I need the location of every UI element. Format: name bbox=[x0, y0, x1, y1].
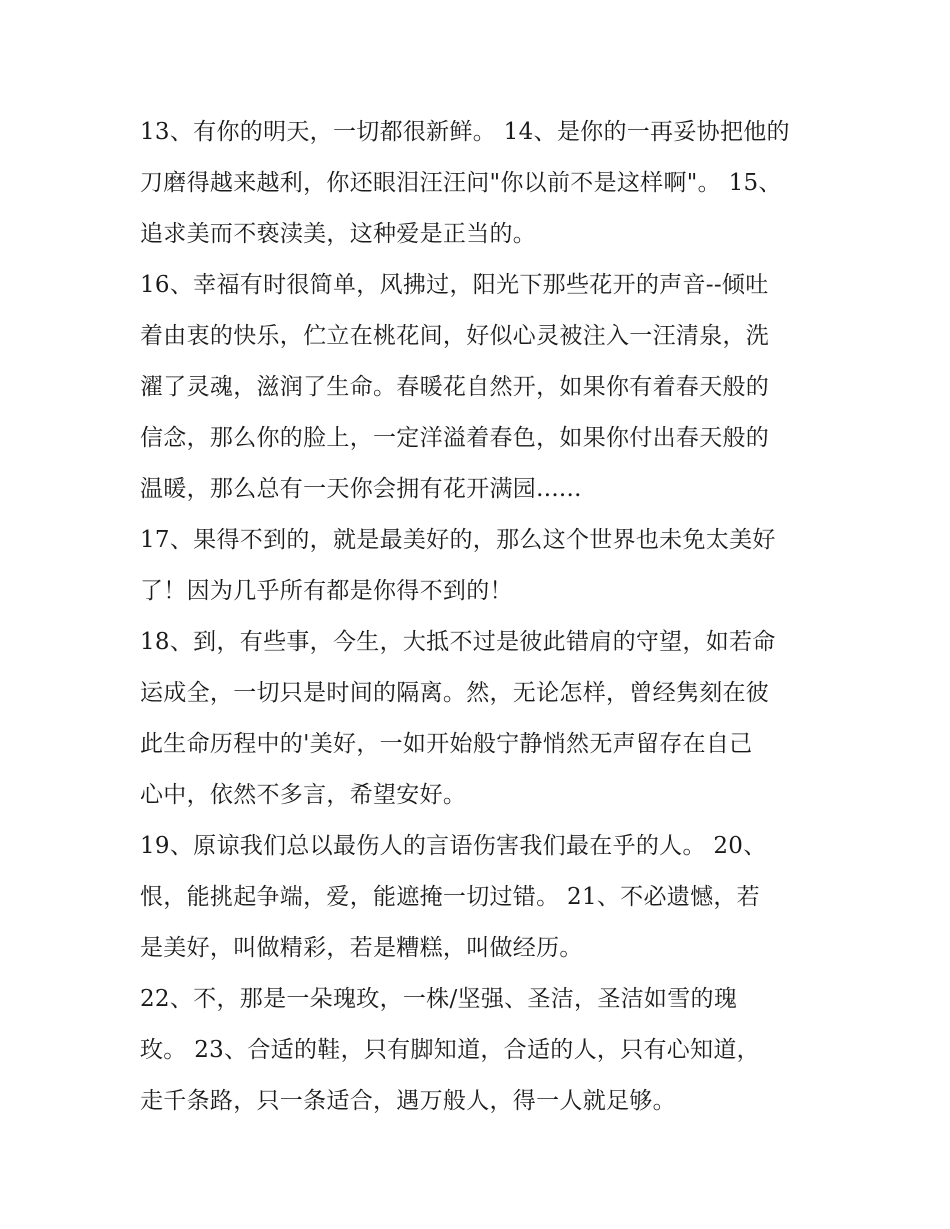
text-line-17: 是美好，叫做精彩，若是糟糕，叫做经历。 bbox=[140, 935, 583, 961]
text-line-14: 心中，依然不多言，希望安好。 bbox=[140, 782, 467, 808]
text-line-12: 运成全，一切只是时间的隔离。然，无论怎样，曾经隽刻在彼 bbox=[140, 680, 770, 706]
text-line-5: 着由衷的快乐，伫立在桃花间，好似心灵被注入一汪清泉，洗 bbox=[140, 323, 770, 349]
text-line-11: 18、到，有些事，今生，大抵不过是彼此错肩的守望，如若命 bbox=[140, 629, 776, 655]
text-line-15: 19、原谅我们总以最伤人的言语伤害我们最在乎的人。 20、 bbox=[140, 833, 767, 859]
text-line-4: 16、幸福有时很简单，风拂过，阳光下那些花开的声音--倾吐 bbox=[140, 272, 769, 298]
text-line-3: 追求美而不亵渎美，这种爱是正当的。 bbox=[140, 221, 537, 247]
text-line-1: 13、有你的明天，一切都很新鲜。 14、是你的一再妥协把他的 bbox=[140, 119, 790, 145]
text-line-20: 走千条路，只一条适合，遇万般人，得一人就足够。 bbox=[140, 1088, 676, 1114]
text-line-10: 了！因为几乎所有都是你得不到的！ bbox=[140, 578, 513, 604]
text-line-9: 17、果得不到的，就是最美好的，那么这个世界也未免太美好 bbox=[140, 527, 776, 553]
text-line-18: 22、不，那是一朵瑰玫，一株/坚强、圣洁，圣洁如雪的瑰 bbox=[140, 986, 738, 1012]
text-line-6: 濯了灵魂，滋润了生命。春暖花自然开，如果你有着春天般的 bbox=[140, 374, 770, 400]
text-line-7: 信念，那么你的脸上，一定洋溢着春色，如果你付出春天般的 bbox=[140, 425, 770, 451]
text-line-13: 此生命历程中的'美好，一如开始般宁静悄然无声留存在自己 bbox=[140, 731, 753, 757]
text-line-19: 玫。 23、合适的鞋，只有脚知道，合适的人，只有心知道， bbox=[140, 1037, 760, 1063]
text-line-8: 温暖，那么总有一天你会拥有花开满园...... bbox=[140, 476, 582, 502]
text-line-16: 恨，能挑起争端，爱，能遮掩一切过错。 21、不必遗憾，若 bbox=[140, 884, 760, 910]
text-line-2: 刀磨得越来越利，你还眼泪汪汪问"你以前不是这样啊"。 15、 bbox=[140, 170, 782, 196]
document-body bbox=[140, 107, 820, 1127]
